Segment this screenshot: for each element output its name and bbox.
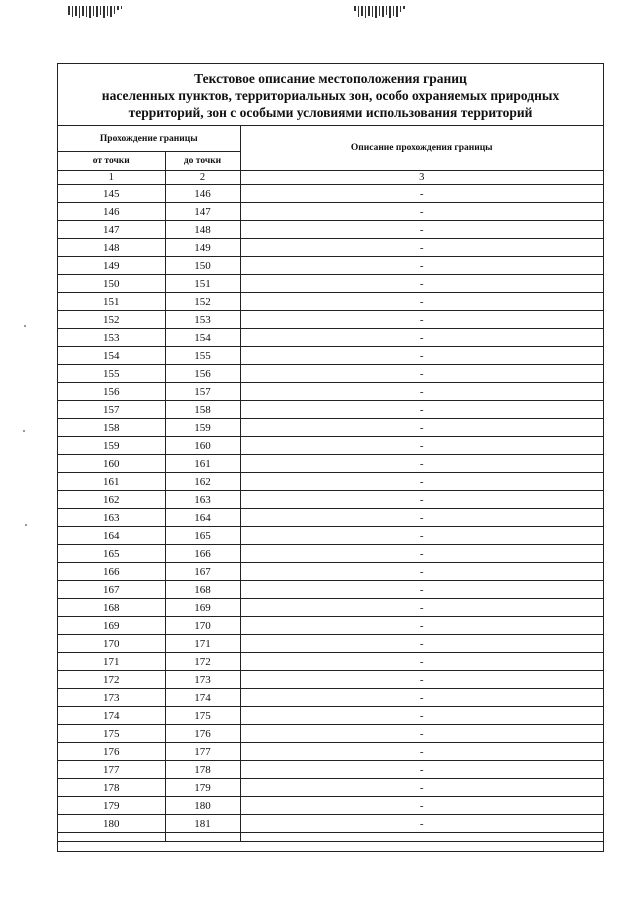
from-point-cell: 159: [58, 437, 165, 455]
description-cell: -: [240, 257, 603, 275]
description-cell: -: [240, 545, 603, 563]
description-cell: -: [240, 311, 603, 329]
from-point-cell: 176: [58, 743, 165, 761]
description-cell: -: [240, 221, 603, 239]
table-body: [58, 185, 603, 833]
from-point-cell: 173: [58, 689, 165, 707]
table-row: [58, 365, 603, 383]
table-row: [58, 239, 603, 257]
table-row: [58, 455, 603, 473]
table-row: [58, 671, 603, 689]
to-point-cell: 147: [165, 203, 240, 221]
to-point-cell: 171: [165, 635, 240, 653]
table-tail-cell: [240, 833, 603, 842]
table-row: [58, 563, 603, 581]
description-cell: -: [240, 509, 603, 527]
description-cell: -: [240, 581, 603, 599]
description-cell: -: [240, 293, 603, 311]
to-point-cell: 178: [165, 761, 240, 779]
to-point-cell: 166: [165, 545, 240, 563]
from-point-cell: 156: [58, 383, 165, 401]
from-point-cell: 150: [58, 275, 165, 293]
from-point-cell: 168: [58, 599, 165, 617]
table-row: [58, 689, 603, 707]
description-cell: -: [240, 203, 603, 221]
to-point-cell: 162: [165, 473, 240, 491]
column-number-3: 3: [240, 171, 603, 185]
table-row: [58, 725, 603, 743]
boundary-description-sheet: [57, 63, 604, 852]
from-point-cell: 160: [58, 455, 165, 473]
from-point-cell: 151: [58, 293, 165, 311]
to-point-cell: 163: [165, 491, 240, 509]
from-point-cell: 153: [58, 329, 165, 347]
table-row: [58, 653, 603, 671]
to-point-cell: 150: [165, 257, 240, 275]
description-cell: -: [240, 653, 603, 671]
to-point-cell: 155: [165, 347, 240, 365]
description-cell: -: [240, 347, 603, 365]
table-row: [58, 617, 603, 635]
from-point-cell: 154: [58, 347, 165, 365]
to-point-cell: 168: [165, 581, 240, 599]
from-point-cell: 149: [58, 257, 165, 275]
table-row: [58, 419, 603, 437]
to-point-cell: 164: [165, 509, 240, 527]
from-point-cell: 170: [58, 635, 165, 653]
table-row: [58, 401, 603, 419]
description-cell: -: [240, 617, 603, 635]
from-point-cell: 146: [58, 203, 165, 221]
table-row: [58, 473, 603, 491]
scan-mark-left: [68, 6, 122, 16]
table-row: [58, 383, 603, 401]
description-cell: -: [240, 419, 603, 437]
from-point-cell: 148: [58, 239, 165, 257]
to-point-cell: 181: [165, 815, 240, 833]
table-row: [58, 311, 603, 329]
from-point-cell: 162: [58, 491, 165, 509]
table-row: [58, 707, 603, 725]
table-row: [58, 275, 603, 293]
scan-speck: [23, 430, 25, 432]
header-boundary-passage: Прохождение границы: [58, 126, 240, 152]
from-point-cell: 167: [58, 581, 165, 599]
description-cell: -: [240, 725, 603, 743]
table-row: [58, 347, 603, 365]
boundary-table: [58, 126, 603, 842]
table-row: [58, 815, 603, 833]
description-cell: -: [240, 563, 603, 581]
to-point-cell: 158: [165, 401, 240, 419]
table-row: [58, 257, 603, 275]
from-point-cell: 178: [58, 779, 165, 797]
table-tail-cell: [165, 833, 240, 842]
description-cell: -: [240, 815, 603, 833]
from-point-cell: 171: [58, 653, 165, 671]
to-point-cell: 148: [165, 221, 240, 239]
to-point-cell: 159: [165, 419, 240, 437]
document-title: [58, 64, 603, 126]
description-cell: -: [240, 437, 603, 455]
to-point-cell: 151: [165, 275, 240, 293]
table-row: [58, 203, 603, 221]
scan-speck: [25, 524, 27, 526]
to-point-cell: 169: [165, 599, 240, 617]
to-point-cell: 167: [165, 563, 240, 581]
table-row: [58, 293, 603, 311]
scan-speck: [24, 325, 26, 327]
description-cell: -: [240, 383, 603, 401]
table-row: [58, 221, 603, 239]
title-line-1: Текстовое описание местоположения границ: [194, 71, 467, 86]
from-point-cell: 175: [58, 725, 165, 743]
description-cell: -: [240, 527, 603, 545]
title-line-3: территорий, зон с особыми условиями использования территорий: [128, 105, 533, 120]
column-number-2: 2: [165, 171, 240, 185]
description-cell: -: [240, 779, 603, 797]
from-point-cell: 164: [58, 527, 165, 545]
description-cell: -: [240, 329, 603, 347]
table-row: [58, 779, 603, 797]
table-row: [58, 437, 603, 455]
table-row: [58, 635, 603, 653]
to-point-cell: 165: [165, 527, 240, 545]
from-point-cell: 165: [58, 545, 165, 563]
table-row: [58, 527, 603, 545]
from-point-cell: 145: [58, 185, 165, 203]
to-point-cell: 173: [165, 671, 240, 689]
description-cell: -: [240, 239, 603, 257]
title-line-2: населенных пунктов, территориальных зон, особо охраняемых природных: [101, 88, 560, 103]
table-row: [58, 329, 603, 347]
table-row: [58, 743, 603, 761]
from-point-cell: 155: [58, 365, 165, 383]
to-point-cell: 161: [165, 455, 240, 473]
from-point-cell: 158: [58, 419, 165, 437]
to-point-cell: 156: [165, 365, 240, 383]
from-point-cell: 172: [58, 671, 165, 689]
description-cell: -: [240, 797, 603, 815]
to-point-cell: 174: [165, 689, 240, 707]
header-from-point: от точки: [58, 152, 165, 171]
table-row: [58, 761, 603, 779]
to-point-cell: 152: [165, 293, 240, 311]
to-point-cell: 153: [165, 311, 240, 329]
to-point-cell: 170: [165, 617, 240, 635]
table-row: [58, 491, 603, 509]
description-cell: -: [240, 473, 603, 491]
table-row: [58, 545, 603, 563]
from-point-cell: 152: [58, 311, 165, 329]
description-cell: -: [240, 761, 603, 779]
to-point-cell: 154: [165, 329, 240, 347]
from-point-cell: 166: [58, 563, 165, 581]
to-point-cell: 179: [165, 779, 240, 797]
table-row: [58, 509, 603, 527]
description-cell: -: [240, 743, 603, 761]
header-to-point: до точки: [165, 152, 240, 171]
from-point-cell: 180: [58, 815, 165, 833]
from-point-cell: 177: [58, 761, 165, 779]
description-cell: -: [240, 491, 603, 509]
to-point-cell: 149: [165, 239, 240, 257]
from-point-cell: 147: [58, 221, 165, 239]
from-point-cell: 169: [58, 617, 165, 635]
to-point-cell: 175: [165, 707, 240, 725]
from-point-cell: 174: [58, 707, 165, 725]
header-description: Описание прохождения границы: [240, 126, 603, 171]
table-tail-cell: [58, 833, 165, 842]
from-point-cell: 161: [58, 473, 165, 491]
description-cell: -: [240, 455, 603, 473]
description-cell: -: [240, 365, 603, 383]
table-row: [58, 581, 603, 599]
to-point-cell: 146: [165, 185, 240, 203]
to-point-cell: 160: [165, 437, 240, 455]
table-row: [58, 185, 603, 203]
table-row: [58, 599, 603, 617]
to-point-cell: 172: [165, 653, 240, 671]
description-cell: -: [240, 635, 603, 653]
description-cell: -: [240, 275, 603, 293]
description-cell: -: [240, 707, 603, 725]
description-cell: -: [240, 671, 603, 689]
from-point-cell: 179: [58, 797, 165, 815]
to-point-cell: 176: [165, 725, 240, 743]
to-point-cell: 180: [165, 797, 240, 815]
description-cell: -: [240, 599, 603, 617]
description-cell: -: [240, 401, 603, 419]
from-point-cell: 163: [58, 509, 165, 527]
to-point-cell: 177: [165, 743, 240, 761]
table-row: [58, 797, 603, 815]
description-cell: -: [240, 689, 603, 707]
from-point-cell: 157: [58, 401, 165, 419]
column-number-1: 1: [58, 171, 165, 185]
to-point-cell: 157: [165, 383, 240, 401]
scan-mark-right: [354, 6, 405, 16]
description-cell: -: [240, 185, 603, 203]
